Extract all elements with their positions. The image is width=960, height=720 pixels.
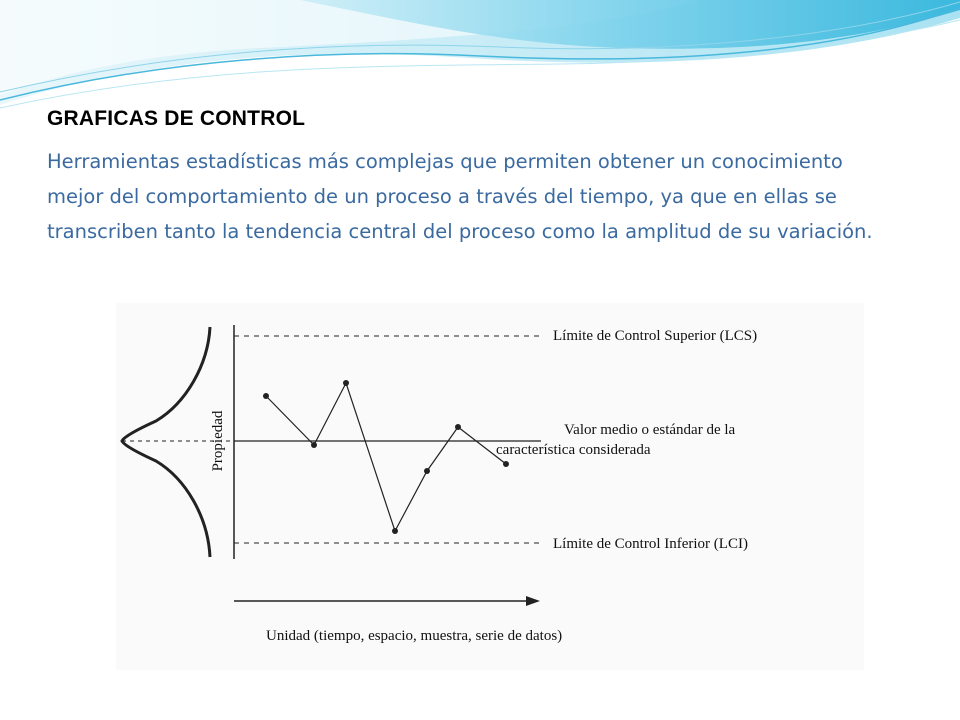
data-point — [503, 461, 509, 467]
y-axis-label: Propiedad — [210, 410, 226, 472]
slide-title: GRAFICAS DE CONTROL — [47, 107, 306, 130]
data-point — [455, 424, 461, 430]
data-point — [424, 468, 430, 474]
distribution-bell-curve — [122, 327, 210, 557]
data-series-line — [266, 383, 506, 531]
data-point — [311, 442, 317, 448]
center-label-line2: característica considerada — [496, 442, 651, 458]
lcs-label: Límite de Control Superior (LCS) — [553, 328, 758, 344]
center-label-line1: Valor medio o estándar de la — [564, 422, 736, 438]
data-point — [392, 528, 398, 534]
data-point — [343, 380, 349, 386]
data-point — [263, 393, 269, 399]
x-axis-label: Unidad (tiempo, espacio, muestra, serie de datos) — [266, 628, 563, 644]
control-chart-diagram — [116, 303, 864, 670]
lci-label: Límite de Control Inferior (LCI) — [553, 536, 748, 552]
slide-body-text: Herramientas estadísticas más complejas que permiten obtener un conocimiento mejor del comportamiento de un proceso a través del tiempo, ya que en ellas se transcriben tanto la tendencia central del proceso como la amplitud de su variación. — [47, 150, 873, 243]
header-wave-decoration — [0, 0, 960, 120]
x-axis-arrow-head — [526, 596, 540, 606]
control-chart-svg — [116, 303, 864, 670]
